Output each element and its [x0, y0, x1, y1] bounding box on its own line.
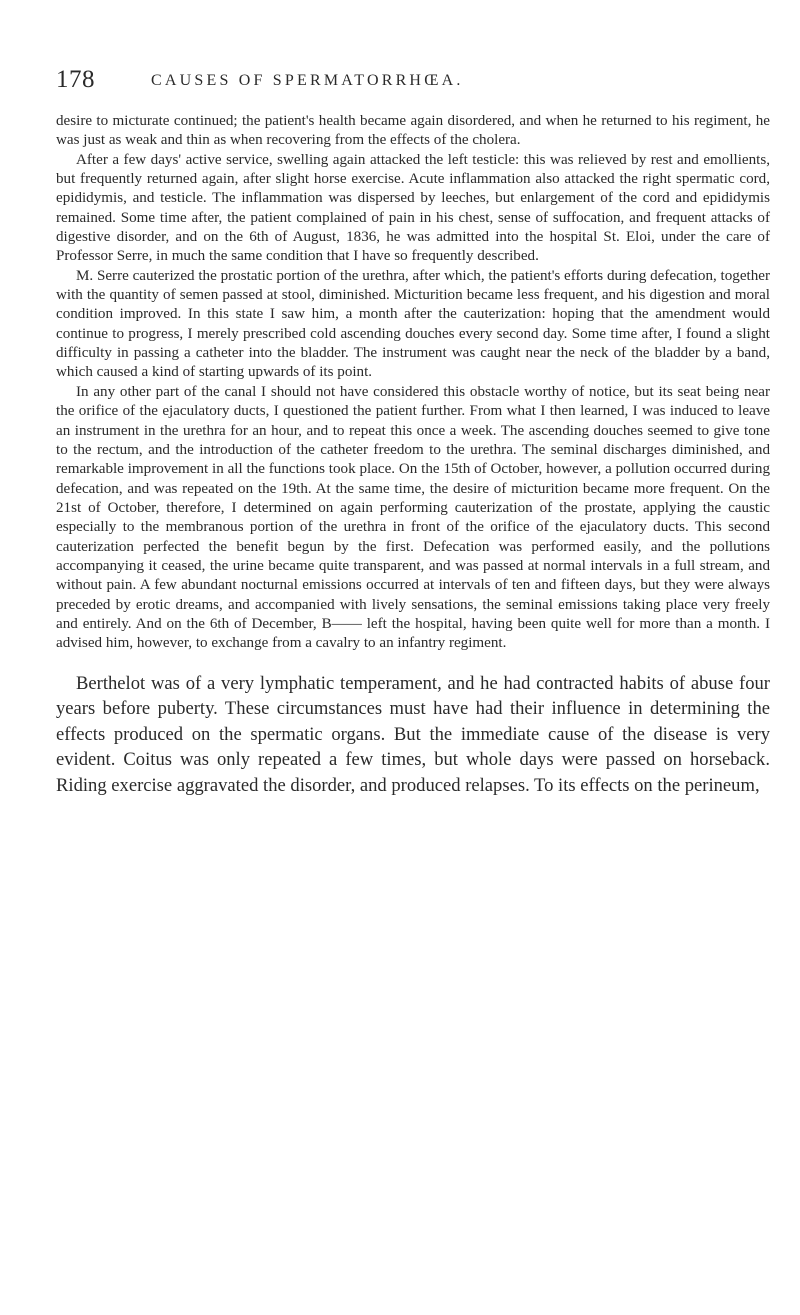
page-header [56, 66, 756, 96]
running-head: CAUSES OF SPERMATORRHŒA. [151, 72, 464, 89]
paragraph: After a few days' active service, swelling again attacked the left testicle: this was relieved by rest and emollients, but frequently returned again, after slight horse exercise. Acute inflammation also attacked the right spermatic cord, epididymis, and testicle. The inflammation was dispersed by leeches, but enlargement of the cord and epididymis remained. Some time after, the patient complained of pain in his chest, sense of suffocation, and frequent attacks of digestive disorder, and on the 6th of August, 1836, he was admitted into the hospital St. Eloi, under the care of Professor Serre, in much the same condition that I have so frequently described. [56, 151, 770, 265]
page-number: 178 [56, 66, 95, 93]
closing-paragraph: Berthelot was of a very lymphatic temperament, and he had contracted habits of abuse four years before puberty. These circumstances must have had their influence in determining the effects produced on the spermatic organs. But the immediate cause of the disease is very evident. Coitus was only repeated a few times, but whole days were passed on horseback. Riding exercise aggravated the disorder, and produced relapses. To its effects on the perineum, [56, 672, 770, 796]
paragraph: In any other part of the canal I should not have considered this obstacle worthy of notice, but its seat being near the orifice of the ejaculatory ducts, I questioned the patient further. From what I then learned, I was induced to leave an instrument in the urethra for an hour, and to repeat this once a week. The ascending douches seemed to give tone to the rectum, and the introduction of the catheter freedom to the urethra. The seminal discharges diminished, and remarkable improvement in all the functions took place. On the 15th of October, however, a pollution occurred during defecation, and was repeated on the 19th. At the same time, the desire of micturition became more frequent. On the 21st of October, therefore, I determined on again performing cauterization of the prostate, applying the caustic especially to the membranous portion of the urethra in front of the orifice of the ejaculatory ducts. This second cauterization perfected the benefit begun by the first. Defecation was performed easily, and the pollutions accompanying it ceased, the urine became quite transparent, and was passed at normal intervals in a full stream, and without pain. A few abundant nocturnal emissions occurred at intervals of ten and fifteen days, but they were always preceded by erotic dreams, and accompanied with lively sensations, the seminal emissions taking place very freely and entirely. And on the 6th of December, B—— left the hospital, having been quite well for more than a month. I advised him, however, to exchange from a cavalry to an infantry regiment. [56, 383, 770, 652]
section-gap [56, 654, 770, 671]
paragraph: desire to micturate continued; the patient's health became again disordered, and when he returned to his regiment, he was just as weak and thin as when recovering from the effects of the cholera. [56, 113, 770, 149]
paragraph: M. Serre cauterized the prostatic portion of the urethra, after which, the patient's efforts during defecation, together with the quantity of semen passed at stool, diminished. Micturition became less frequent, and his digestion and moral condition improved. In this state I saw him, a month after the cauterization: hoping that the amendment would continue to progress, I merely prescribed cold ascending douches every second day. Some time after, I found a slight difficulty in passing a catheter into the bladder. The instrument was caught near the neck of the bladder by a band, which caused a kind of starting upwards of its point. [56, 267, 770, 381]
page-body [56, 112, 770, 799]
